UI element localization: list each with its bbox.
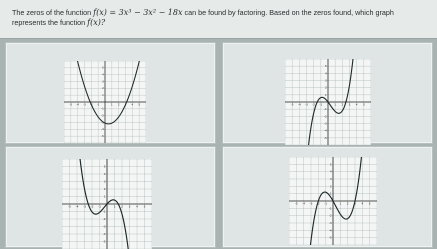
y-tick-label: -2 [101,114,104,118]
y-tick-label: -5 [328,235,332,240]
graph-svg [64,61,146,143]
answer-choice-graph-3[interactable] [5,146,216,248]
y-tick-label: 4 [324,71,327,76]
function-reference: f(x)? [87,18,106,27]
y-tick-label: -1 [101,107,104,111]
y-tick-label: 3 [329,176,332,181]
x-tick-label: 2 [346,201,349,206]
x-tick-label: 2 [341,102,344,107]
function-expression: f(x) = 3x³ − 3x² − 18x [93,8,183,17]
x-tick-label: -2 [90,204,94,209]
x-tick-label: 4 [136,204,138,209]
y-tick-label: 2 [103,186,106,191]
graph-svg [285,59,371,145]
x-tick-label: 3 [354,201,356,206]
y-tick-label: 4 [102,73,104,77]
y-tick-label: -4 [328,228,332,233]
x-tick-label: -5 [290,102,294,107]
x-tick-label: -5 [69,103,73,107]
x-tick-label: 2 [121,204,123,209]
y-tick-label: 2 [102,87,104,91]
x-tick-label: -2 [90,103,93,107]
y-tick-label: 5 [102,66,104,70]
y-tick-label: -2 [328,213,332,218]
x-tick-label: 4 [131,103,134,107]
y-tick-label: 2 [329,184,332,189]
y-tick-label: -1 [102,209,106,214]
y-tick-label: 1 [329,191,332,196]
y-tick-label: 1 [324,92,327,97]
x-tick-label: 1 [339,201,342,206]
x-tick-label: 2 [117,103,120,107]
x-tick-label: -3 [83,103,86,107]
x-tick-label: -3 [309,201,313,206]
y-tick-label: 3 [324,78,327,83]
x-tick-label: 1 [334,102,337,107]
graph-1 [64,61,146,143]
y-tick-label: -5 [102,239,106,244]
y-tick-label: -3 [323,121,327,126]
x-tick-label: 5 [143,204,146,209]
y-tick-label: 2 [324,85,327,90]
x-tick-label: -1 [96,103,100,107]
y-tick-label: 1 [103,194,106,199]
x-tick-label: -4 [297,102,301,107]
answer-choice-graph-4[interactable] [222,146,433,248]
x-tick-label: -2 [316,201,320,206]
x-tick-label: 4 [355,102,358,107]
y-tick-label: -4 [102,231,106,236]
x-tick-label: -4 [75,204,79,209]
x-tick-label: 5 [138,103,141,107]
x-tick-label: 5 [362,102,365,107]
y-tick-label: 5 [324,64,327,69]
graph-svg [62,159,152,249]
answer-choice-graph-1[interactable] [5,42,216,144]
x-tick-label: -2 [312,102,316,107]
y-tick-label: -5 [101,135,104,139]
x-tick-label: -5 [68,204,71,209]
x-tick-label: 3 [348,102,351,107]
question-text-before: The zeros of the function [12,8,92,17]
question-panel [0,0,437,39]
x-tick-label: 3 [128,204,131,209]
x-tick-label: -4 [302,201,306,206]
y-tick-label: -1 [328,206,332,211]
x-tick-label: 1 [113,204,116,209]
x-tick-label: 3 [124,103,127,107]
x-tick-label: 1 [110,103,113,107]
y-tick-label: 4 [103,171,106,176]
y-tick-label: -5 [323,135,327,140]
graph-4 [289,157,377,245]
y-tick-label: -4 [323,128,327,133]
x-tick-label: 5 [368,201,371,206]
y-tick-label: 3 [102,80,104,84]
x-tick-label: -1 [319,102,323,107]
y-tick-label: 5 [329,162,332,167]
x-tick-label: 4 [361,201,364,206]
y-tick-label: -4 [101,128,104,132]
x-tick-label: -5 [294,201,298,206]
y-tick-label: -2 [102,216,106,221]
x-tick-label: -3 [305,102,308,107]
x-tick-label: -1 [324,201,328,206]
x-tick-label: -1 [98,204,101,209]
graph-svg [289,157,377,245]
y-tick-label: -3 [328,220,332,225]
y-tick-label: 3 [103,179,106,184]
y-tick-label: -3 [101,121,104,125]
x-tick-label: -3 [83,204,86,209]
y-tick-label: -2 [323,114,327,119]
question-text-middle: can be found by factoring. Based on the zeros found, which graph represents the function [12,8,394,27]
graph-3 [62,159,152,249]
y-tick-label: 1 [102,94,104,98]
x-tick-label: -4 [76,103,79,107]
y-tick-label: -3 [102,224,106,229]
graph-2 [285,59,371,145]
answer-choice-graph-2[interactable] [222,42,433,144]
question-text [12,8,427,28]
y-tick-label: -1 [323,107,327,112]
y-tick-label: 4 [329,169,332,174]
y-tick-label: 5 [103,164,106,169]
